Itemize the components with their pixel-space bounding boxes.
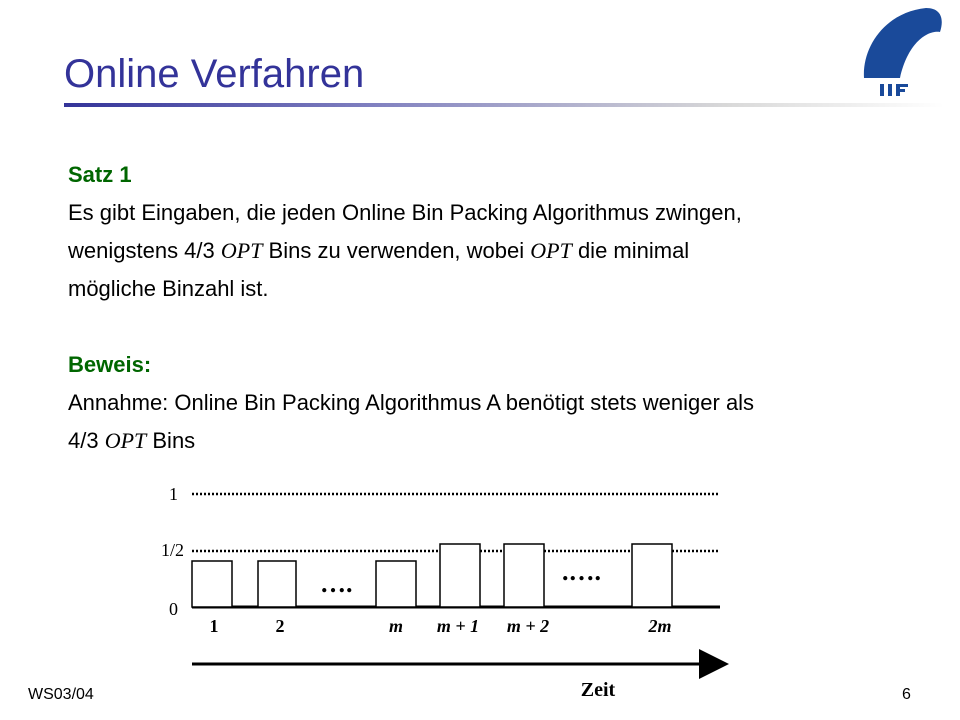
opt-symbol: OPT [530, 238, 572, 263]
iif-logo [856, 6, 946, 98]
y-label-0: 0 [169, 599, 178, 619]
y-label-1: 1 [169, 484, 178, 504]
bin-packing-diagram [140, 470, 760, 710]
theorem-heading: Satz 1 [68, 162, 132, 187]
x-label-m-plus-2: m + 2 [506, 616, 550, 636]
title-underline [64, 103, 944, 107]
bin-m [376, 561, 416, 607]
ellipsis-right: .…. [562, 557, 601, 586]
x-label-m-plus-1: m + 1 [436, 616, 480, 636]
x-label-2: 2 [275, 616, 285, 636]
bin-1 [192, 561, 232, 607]
bin-m-plus-2 [504, 544, 544, 607]
proof-line-1: Annahme: Online Bin Packing Algorithmus A benötigt stets weniger als [68, 390, 755, 415]
slide-title: Online Verfahren [64, 52, 365, 96]
theorem-line-1: Es gibt Eingaben, die jeden Online Bin Packing Algorithmus zwingen, [68, 200, 742, 225]
slide-body [68, 156, 928, 460]
footer-page-number: 6 [902, 686, 911, 703]
proof-line-2: 4/3 OPT Bins [68, 428, 196, 453]
bin-2 [258, 561, 296, 607]
footer-semester: WS03/04 [28, 686, 94, 703]
bin-m-plus-1 [440, 544, 480, 607]
x-label-m: m [388, 616, 404, 636]
ellipsis-left: …. [320, 569, 353, 598]
theorem-line-2: wenigstens 4/3 OPT Bins zu verwenden, wobei OPT die minimal [68, 238, 690, 263]
theorem-line-3: mögliche Binzahl ist. [68, 276, 269, 301]
time-label: Zeit [580, 679, 616, 701]
logo-arc-shape [864, 8, 942, 78]
opt-symbol: OPT [220, 238, 263, 263]
x-label-2m: 2m [648, 616, 672, 636]
bin-2m [632, 544, 672, 607]
proof-heading: Beweis: [68, 352, 152, 377]
opt-symbol: OPT [104, 428, 147, 453]
y-label-half: 1/2 [160, 540, 184, 560]
x-label-1: 1 [209, 616, 219, 636]
